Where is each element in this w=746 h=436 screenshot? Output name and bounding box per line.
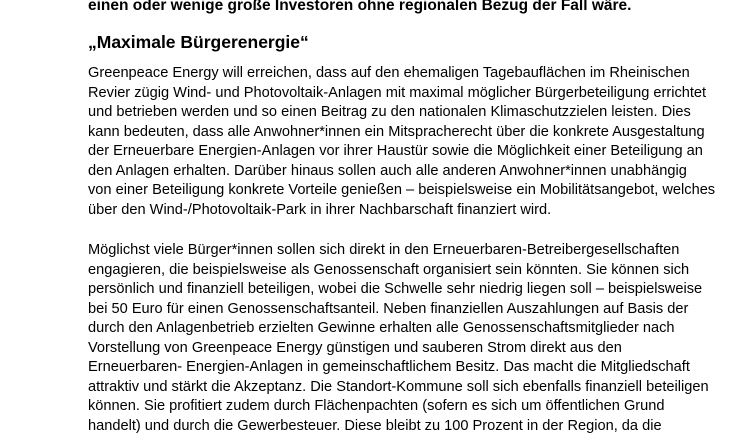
text-line: können. Sie profitiert zudem durch Flächenpachten (sofern es sich um öffentlichen Grund (88, 397, 709, 417)
text-line: engagieren, die beispielsweise als Genossenschaft organisiert sein könnten. Sie können sich (88, 261, 709, 281)
paragraph-1 (88, 64, 715, 220)
text-line: der Erneuerbare Energien-Anlagen vor ihrer Haustür sowie die Möglichkeit einer Beteiligung an (88, 142, 715, 162)
text-line: handelt) und durch die Gewerbesteuer. Diese bleibt zu 100 Prozent in der Region, da die (88, 417, 709, 436)
text-line: Möglichst viele Bürger*innen sollen sich direkt in den Erneuerbaren-Betreibergesellschaften (88, 241, 709, 261)
paragraph-2 (88, 241, 709, 436)
text-line: über den Wind-/Photovoltaik-Park in ihrer Nachbarschaft finanziert wird. (88, 201, 715, 221)
text-line: Erneuerbaren- Energien-Anlagen in gemeinschaftlichem Besitz. Das macht die Mitgliedschaft (88, 358, 709, 378)
text-line: durch den Anlagenbetrieb erzielten Gewinne erhalten alle Genossenschaftsmitglieder nach (88, 319, 709, 339)
text-line: Vorstellung von Greenpeace Energy günstigen und sauberen Strom direkt aus den (88, 339, 709, 359)
text-line: persönlich und finanziell beteiligen, wobei die Schwelle sehr niedrig liegen soll – beispielsweise (88, 280, 709, 300)
text-line: attraktiv und stärkt die Akzeptanz. Die Standort-Kommune soll sich ebenfalls finanziell beteiligen (88, 378, 709, 398)
text-line: Revier zügig Wind- und Photovoltaik-Anlagen mit maximal möglicher Bürgerbeteiligung errichtet (88, 84, 715, 104)
text-line: kann bedeuten, dass alle Anwohner*innen ein Mitspracherecht über die konkrete Ausgestaltung (88, 123, 715, 143)
text-line: bei 50 Euro für einen Genossenschaftsanteil. Neben finanziellen Auszahlungen auf Basis der (88, 300, 709, 320)
text-line: und betrieben werden und so einen Beitrag zu den nationalen Klimaschutzzielen leisten. Dies (88, 103, 715, 123)
section-heading: „Maximale Bürgerenergie“ (88, 30, 309, 54)
previous-paragraph-ending: einen oder wenige große Investoren ohne regionalen Bezug der Fall wäre. (88, 0, 631, 16)
text-line: Greenpeace Energy will erreichen, dass auf den ehemaligen Tagebauflächen im Rheinischen (88, 64, 715, 84)
text-line: von einer Beteiligung konkrete Vorteile genießen – beispielsweise ein Mobilitätsangebot, welches (88, 181, 715, 201)
text-line: den Anlagen erhalten. Darüber hinaus sollen auch alle anderen Anwohner*innen unabhängig (88, 162, 715, 182)
